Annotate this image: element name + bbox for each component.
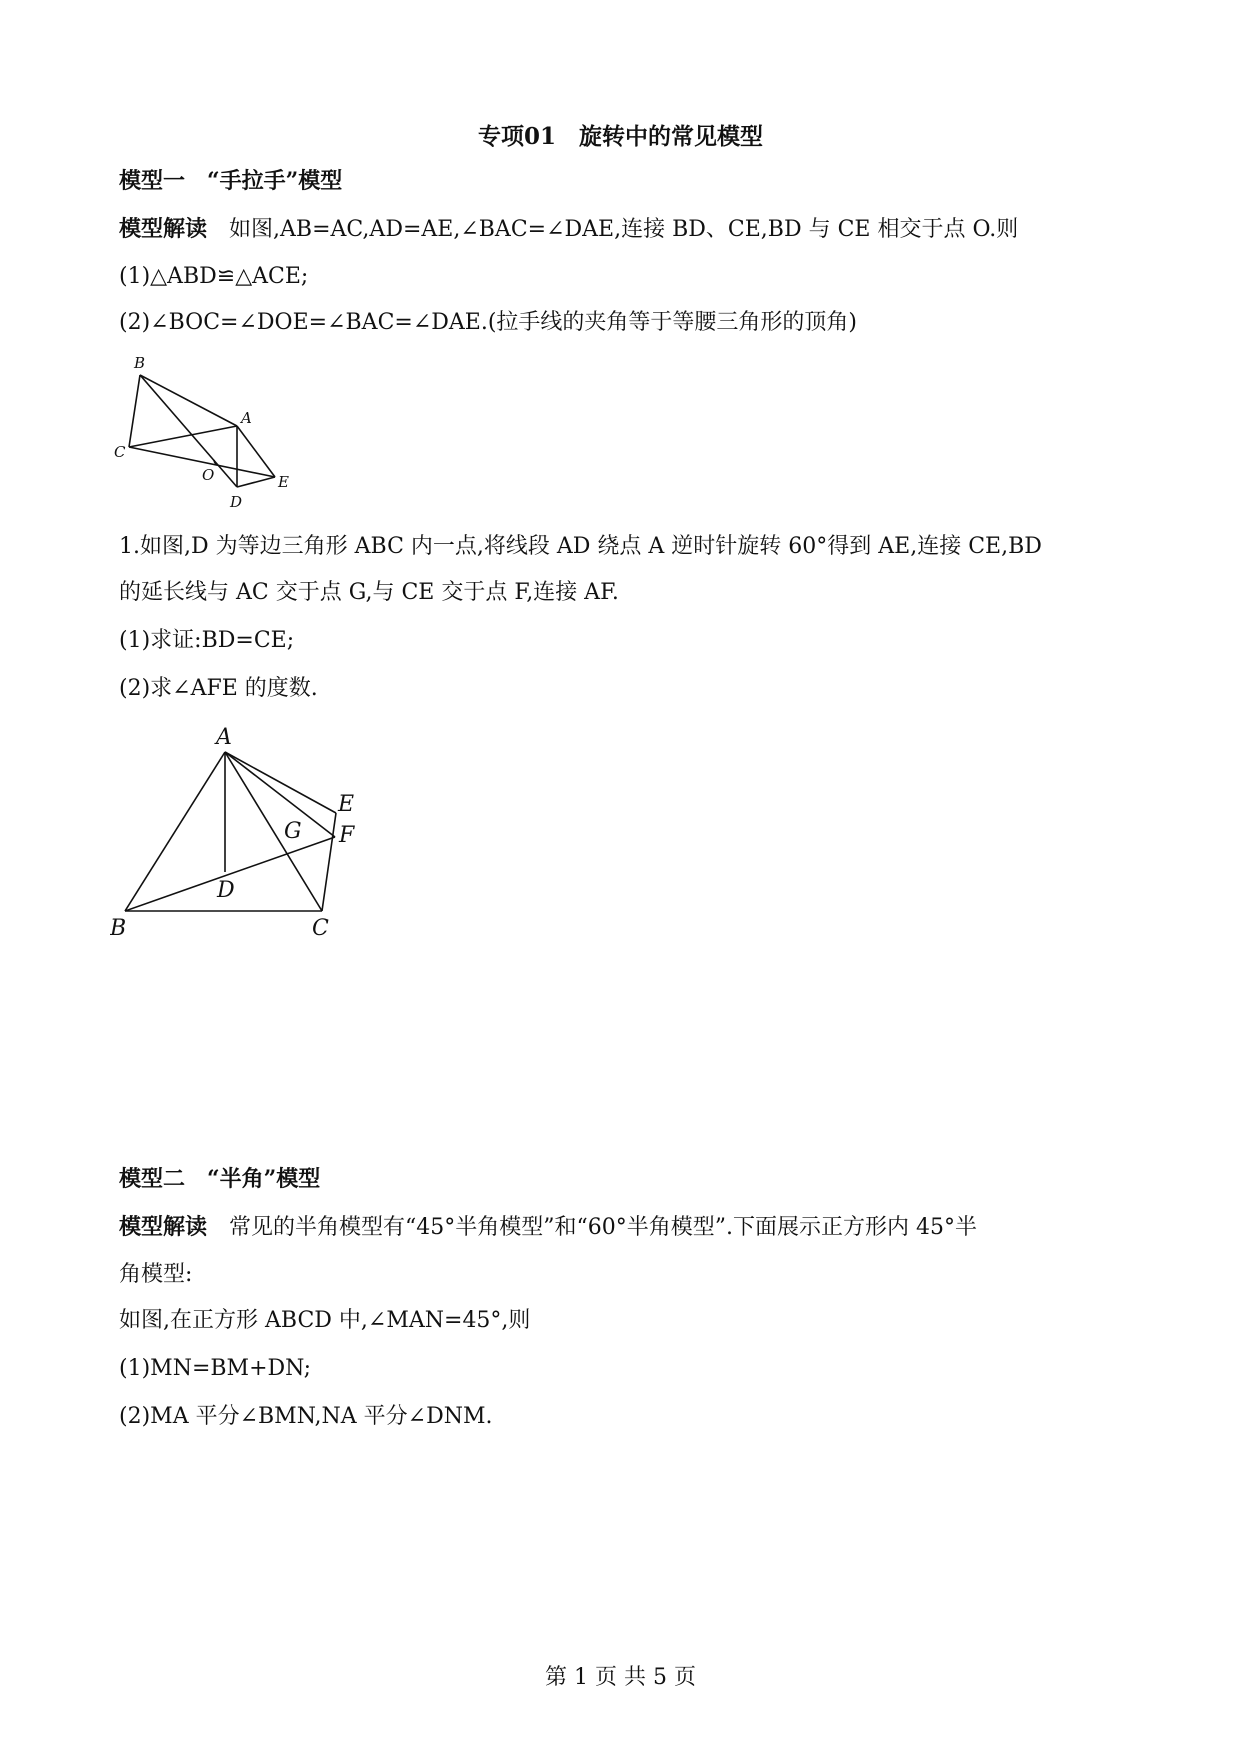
segment-AE — [225, 752, 336, 813]
label-F: F — [339, 823, 355, 848]
segment-AB — [125, 752, 225, 911]
problem1-line1: 1.如图,D 为等边三角形 ABC 内一点,将线段 AD 绕点 A 逆时针旋转 60°得到 AE,连接 CE,BD — [119, 534, 1042, 559]
segment-AF — [225, 752, 335, 837]
model1-point2: (2)∠BOC=∠DOE=∠BAC=∠DAE.(拉手线的夹角等于等腰三角形的顶角) — [119, 310, 858, 335]
model2-intro-continued: 角模型: — [119, 1262, 193, 1287]
label-B: B — [110, 916, 127, 941]
segment-AC — [225, 752, 322, 911]
segment-AE — [237, 426, 275, 477]
figure-equilateral-rotation — [110, 716, 370, 946]
figure-hand-in-hand — [110, 350, 310, 520]
model1-intro-lead: 模型解读 — [119, 216, 208, 242]
segment-CA — [129, 426, 237, 447]
segment-BA — [140, 375, 237, 426]
label-C: C — [312, 916, 329, 941]
model1-heading: 模型一 “手拉手”模型 — [119, 168, 343, 194]
label-O: O — [202, 466, 215, 484]
model2-point2: (2)MA 平分∠BMN,NA 平分∠DNM. — [119, 1404, 493, 1429]
label-E: E — [278, 473, 289, 491]
model1-intro — [119, 214, 1018, 245]
page-title: 专项01 旋转中的常见模型 — [477, 123, 763, 150]
segment-BC — [129, 375, 140, 447]
model2-intro-lead: 模型解读 — [119, 1214, 208, 1240]
model2-intro — [119, 1212, 977, 1243]
model2-setup: 如图,在正方形 ABCD 中,∠MAN=45°,则 — [119, 1308, 531, 1333]
segment-BD — [140, 375, 237, 487]
model2-point1: (1)MN=BM+DN; — [119, 1356, 312, 1381]
problem1-q2: (2)求∠AFE 的度数. — [119, 676, 318, 701]
label-D: D — [217, 878, 235, 903]
model2-intro-text: 常见的半角模型有“45°半角模型”和“60°半角模型”.下面展示正方形内 45°半 — [229, 1215, 977, 1240]
figure-hand-in-hand-svg — [110, 350, 310, 520]
figure-equilateral-rotation-svg — [110, 716, 370, 946]
label-G: G — [284, 819, 302, 844]
model1-intro-text: 如图,AB=AC,AD=AE,∠BAC=∠DAE,连接 BD、CE,BD 与 CE 相交于点 O.则 — [229, 217, 1019, 242]
label-E: E — [338, 792, 355, 817]
label-A: A — [241, 409, 252, 427]
label-B: B — [134, 354, 146, 372]
label-C: C — [114, 443, 126, 461]
page-footer: 第 1 页 共 5 页 — [545, 1665, 696, 1690]
model2-heading: 模型二 “半角”模型 — [119, 1166, 321, 1192]
problem1-line2: 的延长线与 AC 交于点 G,与 CE 交于点 F,连接 AF. — [119, 580, 619, 605]
label-D: D — [230, 493, 243, 511]
problem1-q1: (1)求证:BD=CE; — [119, 628, 295, 653]
segment-DE — [237, 477, 275, 487]
label-A: A — [216, 725, 232, 750]
model1-point1: (1)△ABD≌△ACE; — [119, 264, 309, 289]
